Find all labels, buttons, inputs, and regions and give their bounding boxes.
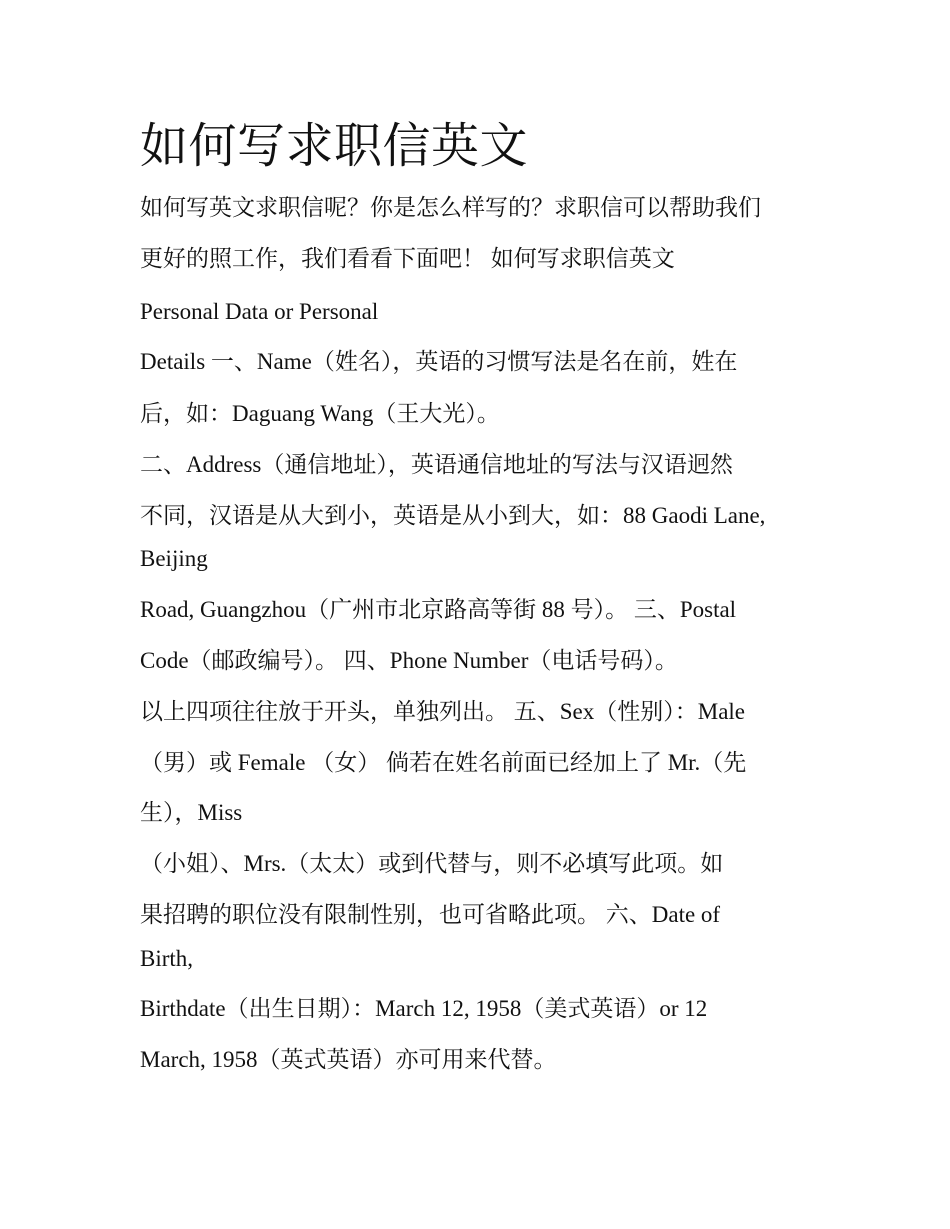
body-line: Details 一、Name（姓名），英语的习惯写法是名在前，姓在 — [140, 349, 738, 374]
body-line: 如何写英文求职信呢？你是怎么样写的？求职信可以帮助我们 — [140, 195, 761, 220]
body-line: （男）或 Female （女） 倘若在姓名前面已经加上了 Mr.（先 — [140, 750, 747, 775]
body-line: 不同，汉语是从大到小，英语是从小到大，如：88 Gaodi Lane, — [140, 503, 766, 528]
body-line: March, 1958（英式英语）亦可用来代替。 — [140, 1047, 557, 1072]
body-line: Road, Guangzhou（广州市北京路高等街 88 号）。 三、Postal — [140, 597, 737, 622]
body-line: 后，如：Daguang Wang（王大光）。 — [140, 401, 500, 426]
body-line: 更好的照工作，我们看看下面吧！ 如何写求职信英文 — [140, 246, 675, 271]
body-line: 以上四项往往放于开头，单独列出。 五、Sex（性别）：Male — [140, 699, 746, 724]
body-line: 生），Miss — [140, 800, 243, 825]
body-line: （小姐）、Mrs.（太太）或到代替与，则不必填写此项。如 — [140, 851, 724, 876]
body-line: Code（邮政编号）。 四、Phone Number（电话号码）。 — [140, 648, 678, 673]
body-line: 二、Address（通信地址），英语通信地址的写法与汉语迥然 — [140, 452, 733, 477]
body-line: Birth, — [140, 946, 194, 971]
body-line: Birthdate（出生日期）：March 12, 1958（美式英语）or 12 — [140, 996, 708, 1021]
document-title: 如何写求职信英文 — [140, 118, 529, 174]
body-line: Personal Data or Personal — [140, 299, 379, 324]
body-line: Beijing — [140, 546, 208, 571]
body-line: 果招聘的职位没有限制性别，也可省略此项。 六、Date of — [140, 902, 721, 927]
